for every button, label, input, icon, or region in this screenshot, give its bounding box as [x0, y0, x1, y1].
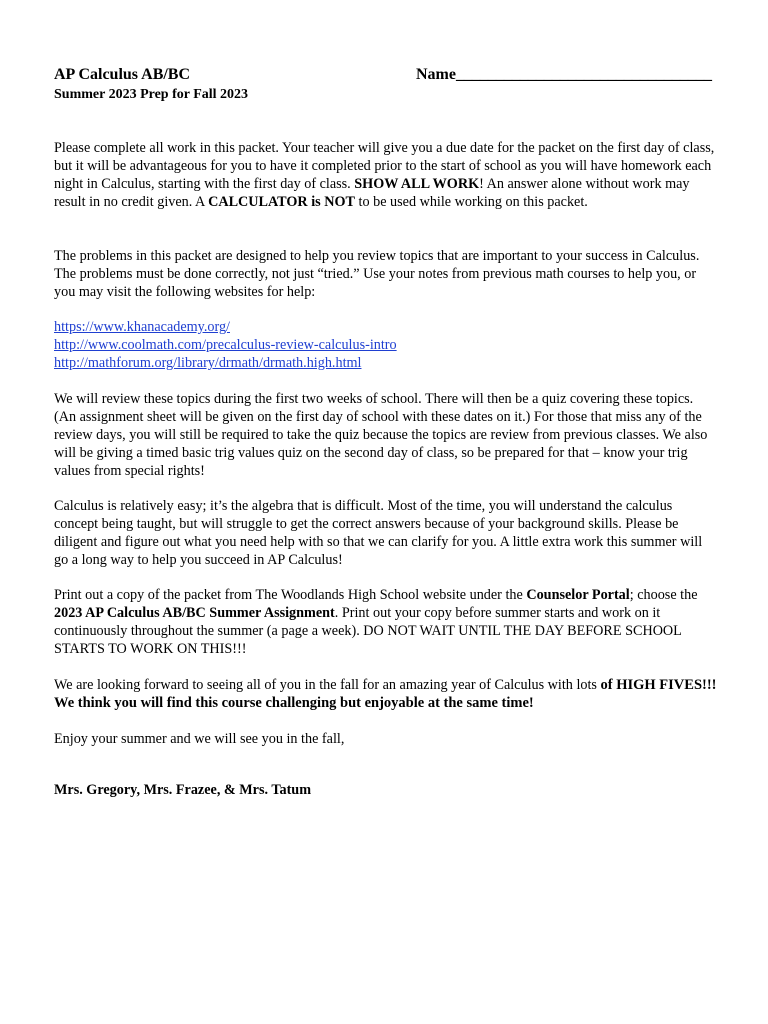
- link-khanacademy[interactable]: https://www.khanacademy.org/: [54, 319, 230, 335]
- signature: Mrs. Gregory, Mrs. Frazee, & Mrs. Tatum: [54, 782, 312, 798]
- closing-line: Enjoy your summer and we will see you in the fall,: [54, 731, 345, 747]
- emphasis-counselor-portal: Counselor Portal: [526, 587, 630, 603]
- document-title: AP Calculus AB/BC: [54, 66, 191, 83]
- emphasis-high-fives: of HIGH FIVES!!! We think you will find this course challenging but enjoyable at the same time!: [54, 677, 717, 711]
- paragraph-review-quiz: We will review these topics during the first two weeks of school. There will then be a quiz covering these topics. (An assignment sheet will be given on the first day of school with these dates on it.) For those that miss any of the review days, you will still be required to take the quiz because the topics are review from previous classes. We also will be giving a timed basic trig values quiz on the second day of class, so be prepared for that – know your trig values from special rights!: [54, 391, 708, 479]
- link-mathforum[interactable]: http://mathforum.org/library/drmath/drmath.high.html: [54, 355, 362, 371]
- paragraph-purpose: The problems in this packet are designed to help you review topics that are important to your success in Calculus. The problems must be done correctly, not just “tried.” Use your notes from previous math courses to help you, or you may visit the following websites for help:: [54, 248, 700, 300]
- paragraph-algebra: Calculus is relatively easy; it’s the algebra that is difficult. Most of the time, you will understand the calculus concept being taught, but will struggle to get the correct answers because of your background skills. Please be diligent and figure out what you need help with so that we can clarify for you. A little extra work this summer will go a long way to help you succeed in AP Calculus!: [54, 498, 703, 568]
- help-links: [54, 318, 397, 372]
- emphasis-assignment-name: 2023 AP Calculus AB/BC Summer Assignment: [54, 605, 335, 621]
- document-subtitle: Summer 2023 Prep for Fall 2023: [54, 87, 249, 102]
- paragraph-print-packet: Print out a copy of the packet from The Woodlands High School website under the Counselor Portal; choose the 2023 AP Calculus AB/BC Summer Assignment. Print out your copy before summer starts and work on it continuously throughout the summer (a page a week). DO NOT WAIT UNTIL THE DAY BEFORE SCHOOL STARTS TO WORK ON THIS!!!: [54, 587, 698, 657]
- emphasis-show-all-work: SHOW ALL WORK: [354, 176, 480, 192]
- emphasis-calculator: CALCULATOR is NOT: [208, 194, 355, 210]
- paragraph-looking-forward: We are looking forward to seeing all of you in the fall for an amazing year of Calculus with lots of HIGH FIVES!!! We think you will find this course challenging but enjoyable at the same time!: [54, 677, 717, 711]
- link-coolmath[interactable]: http://www.coolmath.com/precalculus-review-calculus-intro: [54, 337, 397, 353]
- name-field: Name________________________________: [416, 66, 712, 83]
- paragraph-instructions: Please complete all work in this packet. Your teacher will give you a due date for the packet on the first day of class, but it will be advantageous for you to have it completed prior to the start of school as you will have homework each night in Calculus, starting with the first day of class. SHOW ALL WORK! An answer alone without work may result in no credit given. A CALCULATOR is NOT to be used while working on this packet.: [54, 140, 715, 210]
